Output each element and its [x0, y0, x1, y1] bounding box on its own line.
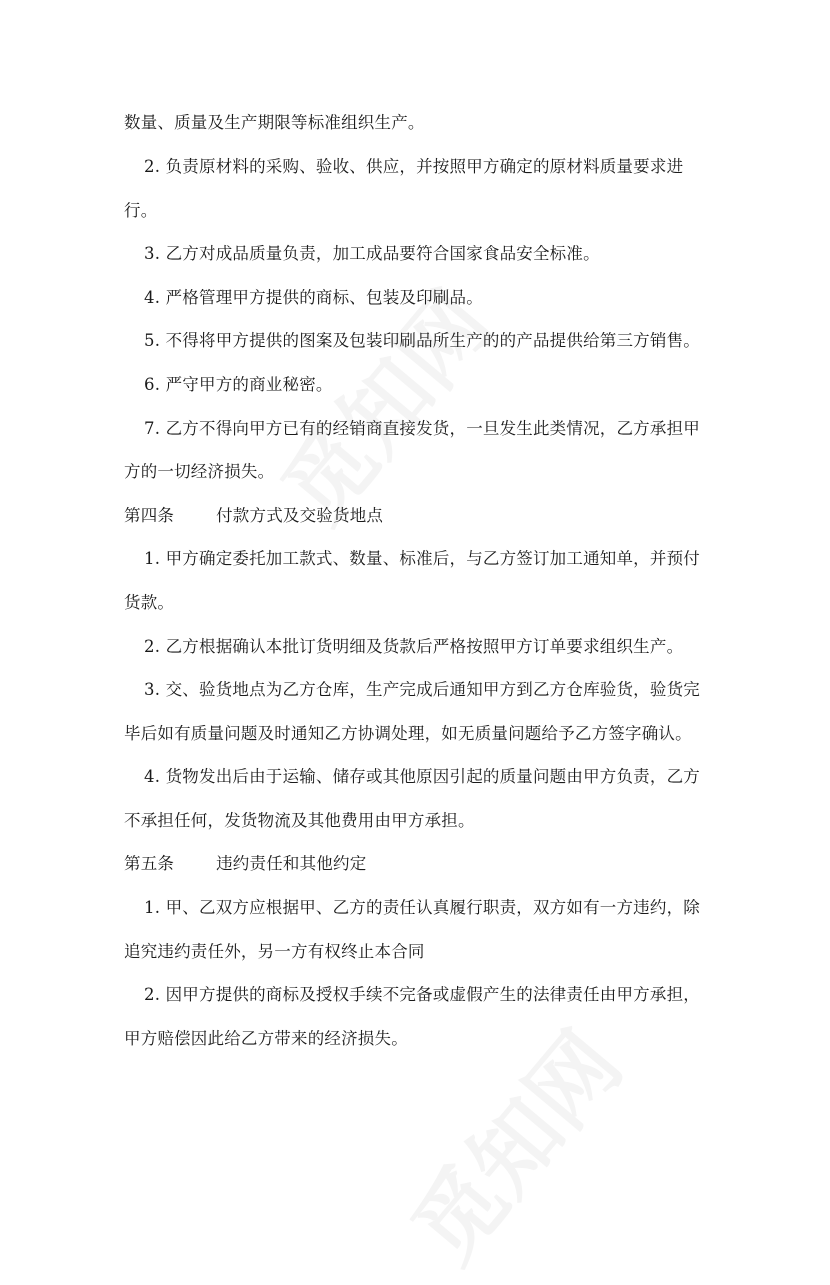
list-item-line: 2. 因甲方提供的商标及授权手续不完备或虚假产生的法律责任由甲方承担， — [144, 985, 700, 1004]
paragraph-line: 货款。 — [124, 593, 175, 612]
list-item-line: 2. 乙方根据确认本批订货明细及货款后严格按照甲方订单要求组织生产。 — [144, 637, 684, 656]
list-item-line: 7. 乙方不得向甲方已有的经销商直接发货，一旦发生此类情况，乙方承担甲 — [144, 419, 700, 438]
paragraph-line: 甲方赔偿因此给乙方带来的经济损失。 — [124, 1029, 408, 1048]
section-title: 违约责任和其他约定 — [216, 854, 367, 873]
list-item-line: 1. 甲、乙双方应根据甲、乙方的责任认真履行职责，双方如有一方违约，除 — [144, 898, 700, 917]
watermark-lower — [379, 1001, 645, 1284]
list-item-line: 2. 负责原材料的采购、验收、供应，并按照甲方确定的原材料质量要求进 — [144, 157, 684, 176]
list-item-line: 4. 严格管理甲方提供的商标、包装及印刷品。 — [144, 288, 483, 307]
list-item-line: 3. 乙方对成品质量负责，加工成品要符合国家食品安全标准。 — [144, 244, 600, 263]
paragraph-line: 数量、质量及生产期限等标准组织生产。 — [124, 113, 425, 132]
paragraph-line: 毕后如有质量问题及时通知乙方协调处理，如无质量问题给予乙方签字确认。 — [124, 724, 692, 743]
paragraph-line: 追究违约责任外，另一方有权终止本合同 — [124, 942, 425, 961]
list-item-line: 4. 货物发出后由于运输、储存或其他原因引起的质量问题由甲方负责，乙方 — [144, 767, 700, 786]
list-item-line: 5. 不得将甲方提供的图案及包装印刷品所生产的的产品提供给第三方销售。 — [144, 331, 700, 350]
paragraph-line: 方的一切经济损失。 — [124, 462, 275, 481]
section-number: 第四条 — [124, 506, 175, 525]
list-item-line: 6. 严守甲方的商业秘密。 — [144, 375, 333, 394]
list-item-line: 1. 甲方确定委托加工款式、数量、标准后，与乙方签订加工通知单，并预付 — [144, 549, 700, 568]
section-heading-4 — [124, 505, 383, 527]
section-heading-5 — [124, 853, 366, 875]
section-title: 付款方式及交验货地点 — [216, 506, 384, 525]
paragraph-line: 不承担任何，发货物流及其他费用由甲方承担。 — [124, 811, 475, 830]
paragraph-line: 行。 — [124, 201, 158, 220]
list-item-line: 3. 交、验货地点为乙方仓库，生产完成后通知甲方到乙方仓库验货，验货完 — [144, 680, 700, 699]
section-number: 第五条 — [124, 854, 175, 873]
